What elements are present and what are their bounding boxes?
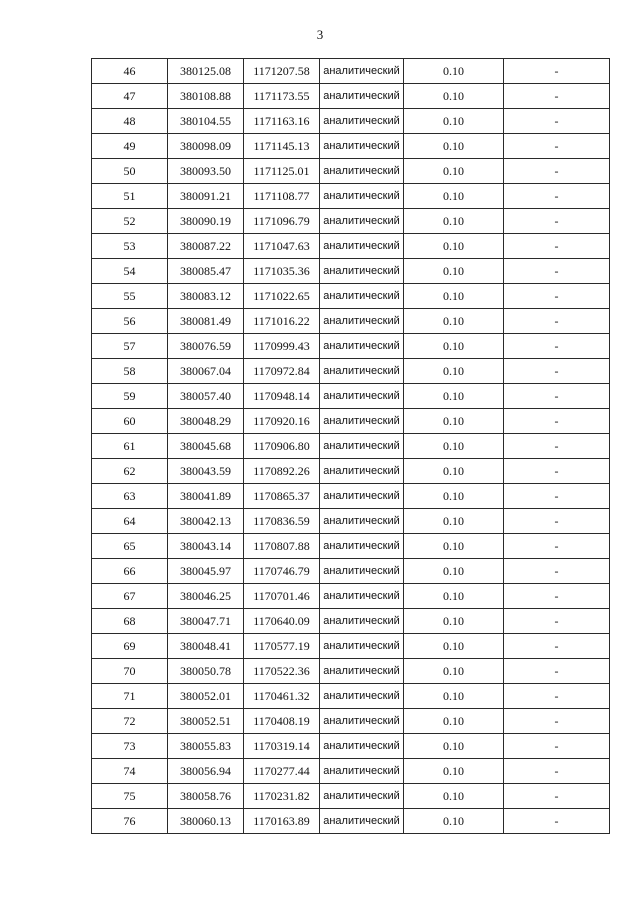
description-cell: -: [504, 709, 610, 734]
x-coordinate-cell: 380052.01: [168, 684, 244, 709]
accuracy-cell: 0.10: [404, 559, 504, 584]
x-coordinate-cell: 380081.49: [168, 309, 244, 334]
x-coordinate-cell: 380043.59: [168, 459, 244, 484]
description-cell: -: [504, 634, 610, 659]
point-number-cell: 71: [92, 684, 168, 709]
accuracy-cell: 0.10: [404, 159, 504, 184]
y-coordinate-cell: 1170461.32: [244, 684, 320, 709]
description-cell: -: [504, 609, 610, 634]
table-row: [92, 84, 610, 109]
description-cell: -: [504, 59, 610, 84]
y-coordinate-cell: 1170746.79: [244, 559, 320, 584]
accuracy-cell: 0.10: [404, 709, 504, 734]
table-row: [92, 684, 610, 709]
y-coordinate-cell: 1171047.63: [244, 234, 320, 259]
point-number-cell: 56: [92, 309, 168, 334]
method-cell: аналитический: [320, 559, 404, 584]
point-number-cell: 58: [92, 359, 168, 384]
point-number-cell: 61: [92, 434, 168, 459]
description-cell: -: [504, 509, 610, 534]
accuracy-cell: 0.10: [404, 384, 504, 409]
x-coordinate-cell: 380055.83: [168, 734, 244, 759]
y-coordinate-cell: 1170865.37: [244, 484, 320, 509]
accuracy-cell: 0.10: [404, 184, 504, 209]
description-cell: -: [504, 409, 610, 434]
x-coordinate-cell: 380052.51: [168, 709, 244, 734]
table-row: [92, 584, 610, 609]
table-row: [92, 634, 610, 659]
y-coordinate-cell: 1170522.36: [244, 659, 320, 684]
x-coordinate-cell: 380125.08: [168, 59, 244, 84]
method-cell: аналитический: [320, 359, 404, 384]
table-row: [92, 209, 610, 234]
method-cell: аналитический: [320, 209, 404, 234]
table-row: [92, 159, 610, 184]
accuracy-cell: 0.10: [404, 634, 504, 659]
description-cell: -: [504, 484, 610, 509]
table-row: [92, 734, 610, 759]
x-coordinate-cell: 380090.19: [168, 209, 244, 234]
table-row: [92, 484, 610, 509]
y-coordinate-cell: 1170163.89: [244, 809, 320, 834]
method-cell: аналитический: [320, 484, 404, 509]
method-cell: аналитический: [320, 459, 404, 484]
table-row: [92, 534, 610, 559]
x-coordinate-cell: 380083.12: [168, 284, 244, 309]
table-row: [92, 309, 610, 334]
x-coordinate-cell: 380047.71: [168, 609, 244, 634]
accuracy-cell: 0.10: [404, 134, 504, 159]
point-number-cell: 66: [92, 559, 168, 584]
method-cell: аналитический: [320, 784, 404, 809]
point-number-cell: 47: [92, 84, 168, 109]
accuracy-cell: 0.10: [404, 334, 504, 359]
description-cell: -: [504, 809, 610, 834]
method-cell: аналитический: [320, 134, 404, 159]
accuracy-cell: 0.10: [404, 284, 504, 309]
description-cell: -: [504, 209, 610, 234]
table-row: [92, 359, 610, 384]
method-cell: аналитический: [320, 84, 404, 109]
description-cell: -: [504, 459, 610, 484]
table-row: [92, 234, 610, 259]
page-number: 3: [316, 27, 324, 42]
method-cell: аналитический: [320, 734, 404, 759]
description-cell: -: [504, 259, 610, 284]
y-coordinate-cell: 1170836.59: [244, 509, 320, 534]
y-coordinate-cell: 1171207.58: [244, 59, 320, 84]
x-coordinate-cell: 380093.50: [168, 159, 244, 184]
accuracy-cell: 0.10: [404, 59, 504, 84]
accuracy-cell: 0.10: [404, 459, 504, 484]
method-cell: аналитический: [320, 609, 404, 634]
accuracy-cell: 0.10: [404, 309, 504, 334]
method-cell: аналитический: [320, 284, 404, 309]
point-number-cell: 75: [92, 784, 168, 809]
y-coordinate-cell: 1170920.16: [244, 409, 320, 434]
point-number-cell: 59: [92, 384, 168, 409]
point-number-cell: 65: [92, 534, 168, 559]
point-number-cell: 49: [92, 134, 168, 159]
y-coordinate-cell: 1171096.79: [244, 209, 320, 234]
accuracy-cell: 0.10: [404, 759, 504, 784]
point-number-cell: 54: [92, 259, 168, 284]
point-number-cell: 52: [92, 209, 168, 234]
table-row: [92, 409, 610, 434]
y-coordinate-cell: 1170319.14: [244, 734, 320, 759]
method-cell: аналитический: [320, 509, 404, 534]
x-coordinate-cell: 380048.29: [168, 409, 244, 434]
accuracy-cell: 0.10: [404, 259, 504, 284]
y-coordinate-cell: 1171163.16: [244, 109, 320, 134]
x-coordinate-cell: 380056.94: [168, 759, 244, 784]
x-coordinate-cell: 380085.47: [168, 259, 244, 284]
method-cell: аналитический: [320, 109, 404, 134]
point-number-cell: 67: [92, 584, 168, 609]
method-cell: аналитический: [320, 184, 404, 209]
y-coordinate-cell: 1170701.46: [244, 584, 320, 609]
method-cell: аналитический: [320, 759, 404, 784]
x-coordinate-cell: 380045.68: [168, 434, 244, 459]
point-number-cell: 62: [92, 459, 168, 484]
description-cell: -: [504, 309, 610, 334]
point-number-cell: 53: [92, 234, 168, 259]
method-cell: аналитический: [320, 59, 404, 84]
accuracy-cell: 0.10: [404, 359, 504, 384]
y-coordinate-cell: 1171173.55: [244, 84, 320, 109]
y-coordinate-cell: 1170999.43: [244, 334, 320, 359]
table-row: [92, 759, 610, 784]
description-cell: -: [504, 159, 610, 184]
x-coordinate-cell: 380050.78: [168, 659, 244, 684]
method-cell: аналитический: [320, 384, 404, 409]
y-coordinate-cell: 1170948.14: [244, 384, 320, 409]
table-row: [92, 59, 610, 84]
y-coordinate-cell: 1171022.65: [244, 284, 320, 309]
accuracy-cell: 0.10: [404, 509, 504, 534]
method-cell: аналитический: [320, 434, 404, 459]
table-row: [92, 259, 610, 284]
table-row: [92, 384, 610, 409]
table-row: [92, 459, 610, 484]
description-cell: -: [504, 684, 610, 709]
point-number-cell: 73: [92, 734, 168, 759]
table-row: [92, 434, 610, 459]
x-coordinate-cell: 380057.40: [168, 384, 244, 409]
table-row: [92, 809, 610, 834]
description-cell: -: [504, 84, 610, 109]
accuracy-cell: 0.10: [404, 809, 504, 834]
x-coordinate-cell: 380076.59: [168, 334, 244, 359]
table-row: [92, 509, 610, 534]
table-row: [92, 109, 610, 134]
y-coordinate-cell: 1170408.19: [244, 709, 320, 734]
description-cell: -: [504, 784, 610, 809]
x-coordinate-cell: 380091.21: [168, 184, 244, 209]
accuracy-cell: 0.10: [404, 659, 504, 684]
method-cell: аналитический: [320, 234, 404, 259]
point-number-cell: 55: [92, 284, 168, 309]
y-coordinate-cell: 1170906.80: [244, 434, 320, 459]
coordinates-table-body: [92, 59, 610, 834]
description-cell: -: [504, 109, 610, 134]
description-cell: -: [504, 284, 610, 309]
table-row: [92, 134, 610, 159]
description-cell: -: [504, 559, 610, 584]
description-cell: -: [504, 434, 610, 459]
accuracy-cell: 0.10: [404, 609, 504, 634]
coordinates-table: [91, 58, 610, 834]
x-coordinate-cell: 380045.97: [168, 559, 244, 584]
point-number-cell: 51: [92, 184, 168, 209]
description-cell: -: [504, 359, 610, 384]
description-cell: -: [504, 734, 610, 759]
accuracy-cell: 0.10: [404, 484, 504, 509]
point-number-cell: 60: [92, 409, 168, 434]
description-cell: -: [504, 234, 610, 259]
x-coordinate-cell: 380048.41: [168, 634, 244, 659]
method-cell: аналитический: [320, 634, 404, 659]
table-row: [92, 709, 610, 734]
accuracy-cell: 0.10: [404, 684, 504, 709]
y-coordinate-cell: 1170640.09: [244, 609, 320, 634]
method-cell: аналитический: [320, 809, 404, 834]
accuracy-cell: 0.10: [404, 84, 504, 109]
method-cell: аналитический: [320, 159, 404, 184]
y-coordinate-cell: 1171035.36: [244, 259, 320, 284]
table-row: [92, 659, 610, 684]
point-number-cell: 63: [92, 484, 168, 509]
accuracy-cell: 0.10: [404, 734, 504, 759]
point-number-cell: 76: [92, 809, 168, 834]
description-cell: -: [504, 759, 610, 784]
y-coordinate-cell: 1171016.22: [244, 309, 320, 334]
description-cell: -: [504, 384, 610, 409]
method-cell: аналитический: [320, 709, 404, 734]
point-number-cell: 64: [92, 509, 168, 534]
x-coordinate-cell: 380108.88: [168, 84, 244, 109]
table-row: [92, 284, 610, 309]
accuracy-cell: 0.10: [404, 534, 504, 559]
x-coordinate-cell: 380041.89: [168, 484, 244, 509]
y-coordinate-cell: 1171145.13: [244, 134, 320, 159]
y-coordinate-cell: 1170892.26: [244, 459, 320, 484]
x-coordinate-cell: 380060.13: [168, 809, 244, 834]
y-coordinate-cell: 1170277.44: [244, 759, 320, 784]
x-coordinate-cell: 380067.04: [168, 359, 244, 384]
description-cell: -: [504, 184, 610, 209]
point-number-cell: 48: [92, 109, 168, 134]
description-cell: -: [504, 134, 610, 159]
x-coordinate-cell: 380087.22: [168, 234, 244, 259]
accuracy-cell: 0.10: [404, 209, 504, 234]
point-number-cell: 70: [92, 659, 168, 684]
method-cell: аналитический: [320, 584, 404, 609]
method-cell: аналитический: [320, 534, 404, 559]
table-row: [92, 784, 610, 809]
table-row: [92, 609, 610, 634]
accuracy-cell: 0.10: [404, 409, 504, 434]
table-row: [92, 184, 610, 209]
x-coordinate-cell: 380043.14: [168, 534, 244, 559]
description-cell: -: [504, 584, 610, 609]
point-number-cell: 57: [92, 334, 168, 359]
table-row: [92, 559, 610, 584]
method-cell: аналитический: [320, 409, 404, 434]
method-cell: аналитический: [320, 309, 404, 334]
y-coordinate-cell: 1171125.01: [244, 159, 320, 184]
x-coordinate-cell: 380098.09: [168, 134, 244, 159]
description-cell: -: [504, 659, 610, 684]
accuracy-cell: 0.10: [404, 234, 504, 259]
y-coordinate-cell: 1170807.88: [244, 534, 320, 559]
x-coordinate-cell: 380046.25: [168, 584, 244, 609]
method-cell: аналитический: [320, 659, 404, 684]
point-number-cell: 46: [92, 59, 168, 84]
point-number-cell: 50: [92, 159, 168, 184]
method-cell: аналитический: [320, 259, 404, 284]
y-coordinate-cell: 1170577.19: [244, 634, 320, 659]
accuracy-cell: 0.10: [404, 584, 504, 609]
y-coordinate-cell: 1171108.77: [244, 184, 320, 209]
method-cell: аналитический: [320, 334, 404, 359]
y-coordinate-cell: 1170231.82: [244, 784, 320, 809]
accuracy-cell: 0.10: [404, 434, 504, 459]
method-cell: аналитический: [320, 684, 404, 709]
accuracy-cell: 0.10: [404, 109, 504, 134]
description-cell: -: [504, 334, 610, 359]
description-cell: -: [504, 534, 610, 559]
point-number-cell: 74: [92, 759, 168, 784]
point-number-cell: 69: [92, 634, 168, 659]
table-row: [92, 334, 610, 359]
x-coordinate-cell: 380042.13: [168, 509, 244, 534]
x-coordinate-cell: 380058.76: [168, 784, 244, 809]
y-coordinate-cell: 1170972.84: [244, 359, 320, 384]
x-coordinate-cell: 380104.55: [168, 109, 244, 134]
point-number-cell: 72: [92, 709, 168, 734]
point-number-cell: 68: [92, 609, 168, 634]
accuracy-cell: 0.10: [404, 784, 504, 809]
